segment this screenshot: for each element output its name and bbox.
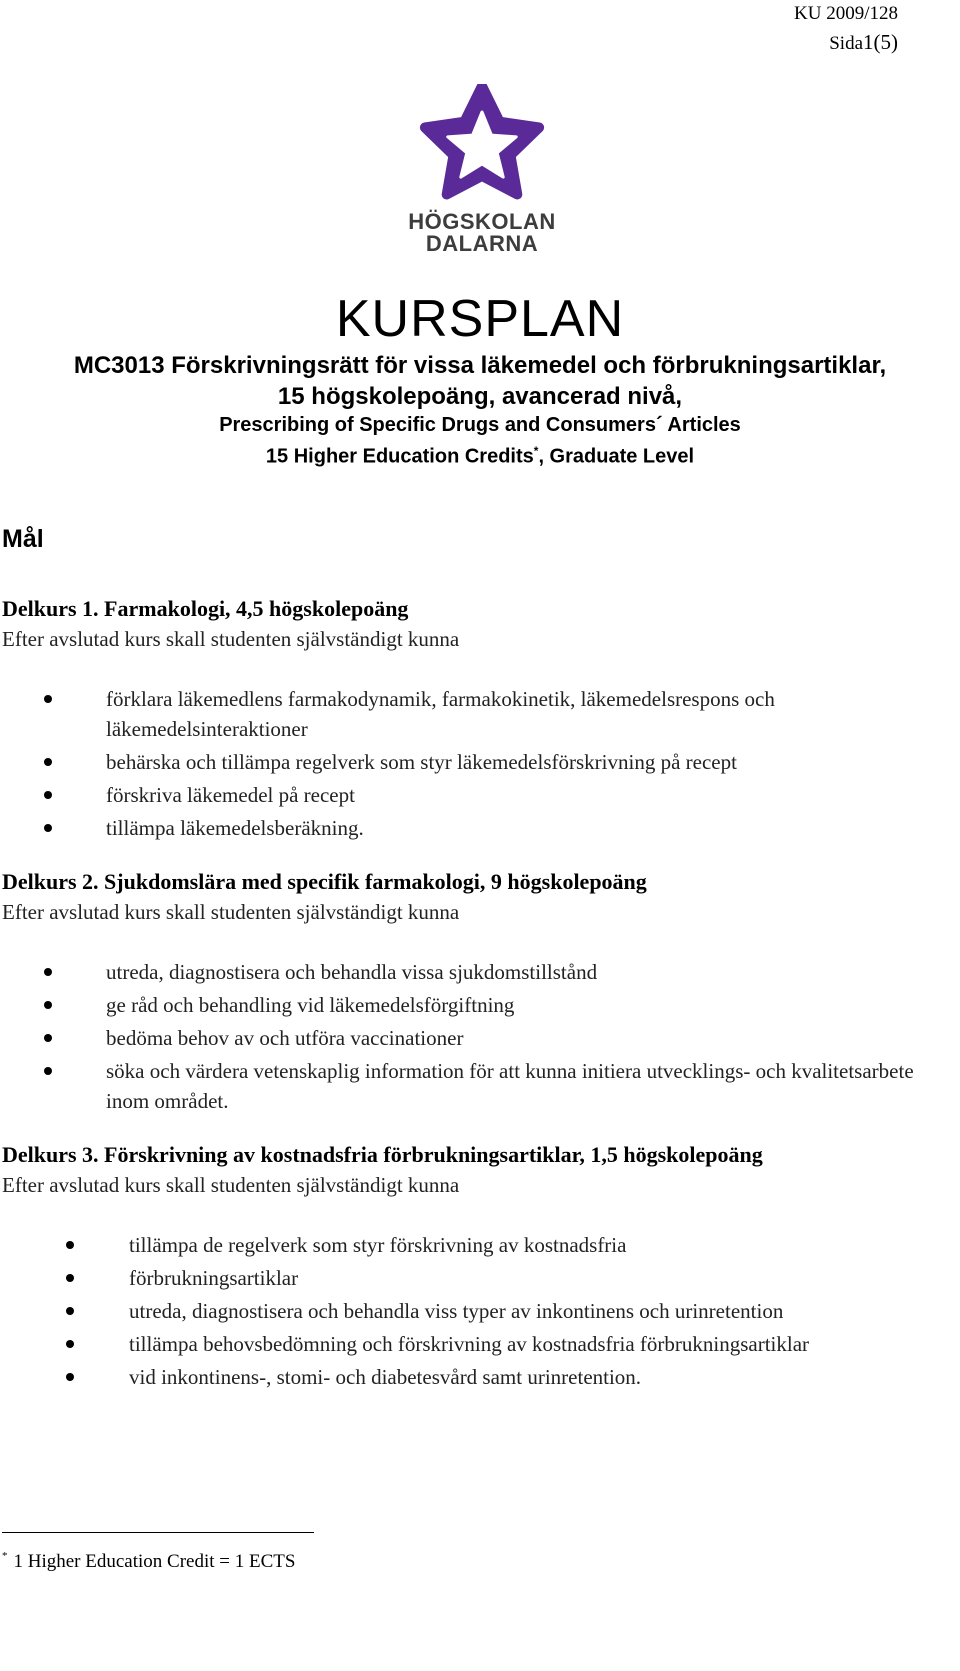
- list-item: utreda, diagnostisera och behandla viss typer av inkontinens och urinretention: [2, 1296, 957, 1326]
- footnote: [2, 1544, 295, 1574]
- list-item: tillämpa läkemedelsberäkning.: [2, 813, 957, 843]
- course-part-intro: Efter avslutad kurs skall studenten självständigt kunna: [2, 900, 460, 924]
- goals-section: [2, 525, 957, 1416]
- credits-label: 15 Higher Education Credits: [265, 445, 534, 468]
- footnote-mark: *: [2, 1550, 8, 1562]
- list-item: utreda, diagnostisera och behandla vissa sjukdomstillstånd: [2, 957, 957, 987]
- title-block: [0, 288, 960, 470]
- learning-outcomes-list: [2, 684, 957, 843]
- course-part-intro: Efter avslutad kurs skall studenten självständigt kunna: [2, 627, 460, 651]
- star-flower-icon: [408, 84, 556, 214]
- logo-text-line2: DALARNA: [425, 231, 539, 256]
- footnote-reference: *: [533, 444, 539, 458]
- learning-outcomes-list: [2, 957, 957, 1116]
- page-label: Sida: [829, 33, 863, 54]
- document-number: KU 2009/128: [794, 3, 898, 24]
- course-part-title: Delkurs 2. Sjukdomslära med specifik farmakologi, 9 högskolepoäng: [2, 869, 647, 894]
- course-parts: [2, 594, 957, 1392]
- course-part-3: [2, 1140, 957, 1392]
- list-item: vid inkontinens-, stomi- och diabetesvård samt urinretention.: [2, 1362, 957, 1392]
- logo-text-line1: HÖGSKOLAN: [408, 209, 556, 234]
- list-item: förbrukningsartiklar: [2, 1263, 957, 1293]
- list-item: ge råd och behandling vid läkemedelsförgiftning: [2, 990, 957, 1020]
- list-item: söka och värdera vetenskaplig information för att kunna initiera utvecklings- och kvalitetsarbete inom området.: [2, 1056, 957, 1116]
- university-logo: [408, 84, 556, 254]
- list-item: bedöma behov av och utföra vaccinationer: [2, 1023, 957, 1053]
- list-item: behärska och tillämpa regelverk som styr läkemedelsförskrivning på recept: [2, 747, 957, 777]
- course-part-intro: Efter avslutad kurs skall studenten självständigt kunna: [2, 1173, 460, 1197]
- section-heading-goals: Mål: [2, 525, 44, 553]
- page-title: KURSPLAN: [335, 290, 625, 348]
- course-part-2: [2, 867, 957, 1116]
- list-item: förskriva läkemedel på recept: [2, 780, 957, 810]
- footnote-text: 1 Higher Education Credit = 1 ECTS: [13, 1551, 296, 1572]
- document-reference: [794, 0, 898, 58]
- course-part-title: Delkurs 1. Farmakologi, 4,5 högskolepoäng: [2, 596, 409, 621]
- course-title-en-line2: [0, 438, 960, 470]
- learning-outcomes-list: [2, 1230, 957, 1392]
- page-number: 1(5): [863, 30, 898, 54]
- course-title-sv-line2: 15 högskolepoäng, avancerad nivå,: [277, 383, 683, 410]
- course-part-title: Delkurs 3. Förskrivning av kostnadsfria förbrukningsartiklar, 1,5 högskolepoäng: [2, 1142, 763, 1167]
- list-item: förklara läkemedlens farmakodynamik, farmakokinetik, läkemedelsrespons och läkemedelsinteraktioner: [2, 684, 957, 744]
- footnote-divider: [2, 1532, 314, 1533]
- course-title-sv-line1: MC3013 Förskrivningsrätt för vissa läkemedel och förbrukningsartiklar,: [73, 352, 887, 379]
- list-item: tillämpa behovsbedömning och förskrivning av kostnadsfria förbrukningsartiklar: [2, 1329, 957, 1359]
- page-indicator: [794, 28, 898, 58]
- level-label: , Graduate Level: [538, 445, 695, 468]
- list-item: tillämpa de regelverk som styr förskrivning av kostnadsfria: [2, 1230, 957, 1260]
- course-part-1: [2, 594, 957, 843]
- course-title-en-line1: Prescribing of Specific Drugs and Consumers´ Articles: [219, 414, 741, 436]
